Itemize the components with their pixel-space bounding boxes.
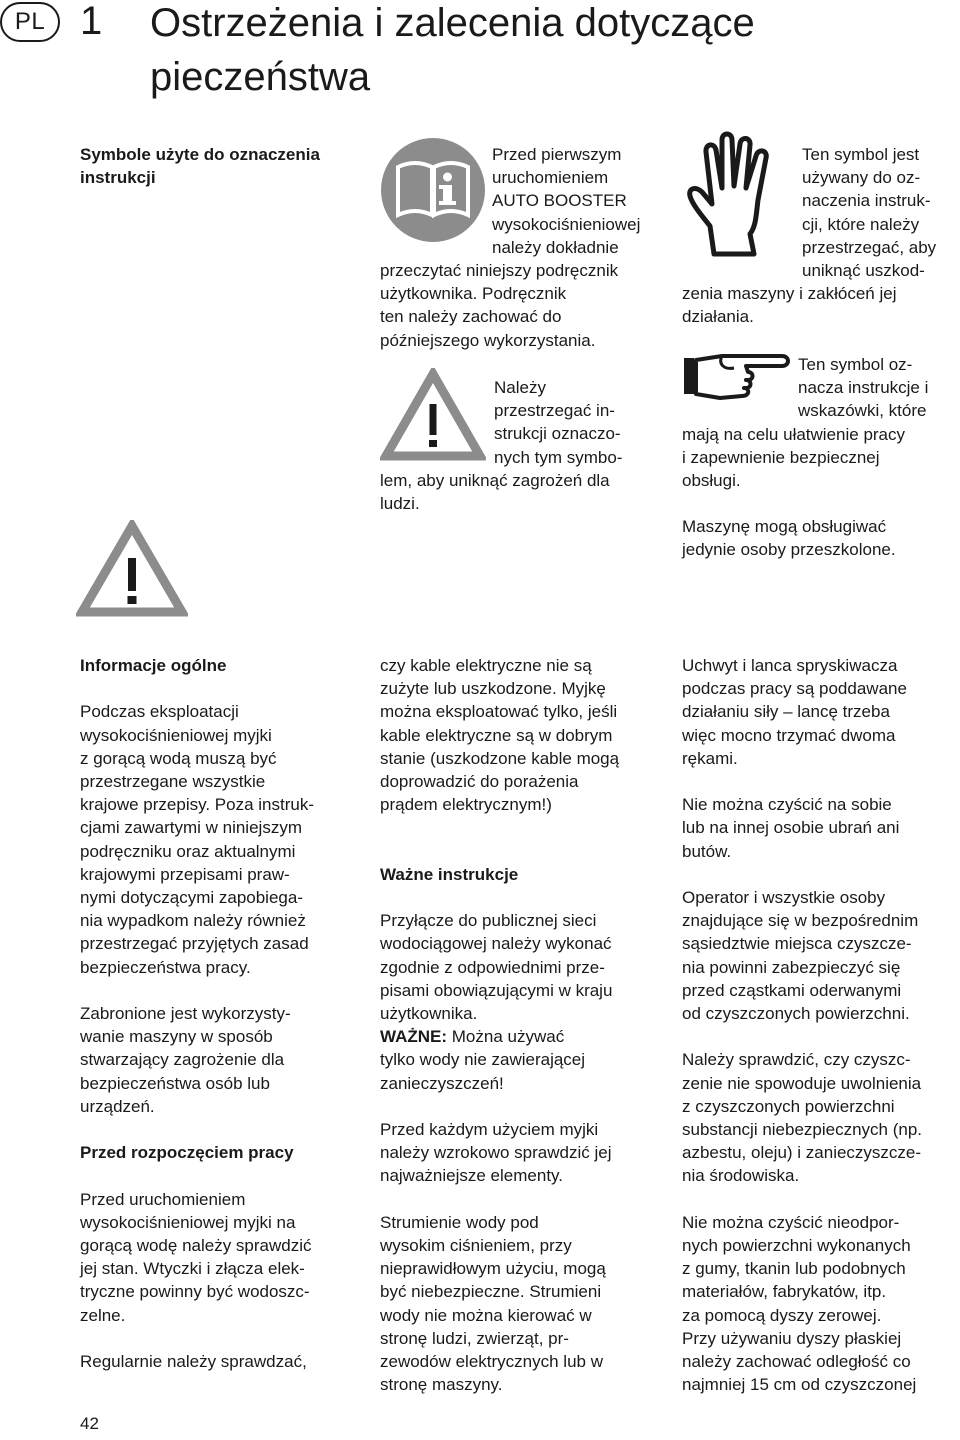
text-line: przestrzegane wszystkie [80, 772, 266, 791]
hazardous-substances-paragraph [682, 1048, 960, 1187]
sensitive-surfaces-paragraph [682, 1211, 960, 1397]
text-line: Przy używaniu dyszy płaskiej [682, 1328, 902, 1348]
text-line: wody nie można kierować w [380, 1305, 592, 1325]
text-fragment: Można używać [447, 1027, 565, 1047]
text-line: użytkownika. [380, 1004, 478, 1023]
text-line: przeczytać niniejszy podręcznik [380, 261, 619, 281]
text-line: ten należy zachować do [380, 307, 562, 327]
text-line: więc mocno trzymać dwoma [682, 725, 896, 745]
text-line: doprowadzić do porażenia [380, 772, 579, 792]
text-line: podręczniku oraz aktualnymi [80, 841, 296, 861]
text-line: wskazówki, które [798, 401, 927, 421]
text-line: Regularnie należy sprawdzać, [80, 1352, 307, 1372]
operator-protection-paragraph [682, 886, 960, 1025]
text-line: być niebezpieczne. Strumieni [380, 1282, 602, 1302]
text-line: Ten symbol oz- [798, 355, 913, 374]
no-clothing-paragraph [682, 793, 960, 863]
text-line: sąsiedztwie miejsca czyszcze- [682, 934, 912, 954]
text-line: uniknąć uszkod- [802, 261, 925, 281]
text-line: przed cząstkami oderwanymi [682, 980, 902, 1000]
text-line: zużyte lub uszkodzone. Myjkę [380, 679, 606, 699]
text-line: od czyszczonych powierzchni. [682, 1004, 910, 1024]
hand-symbol-text [682, 143, 960, 329]
visual-check-paragraph [380, 1118, 660, 1188]
text-line: tryczne powinny być wodoszc- [80, 1282, 310, 1302]
text-line: Maszynę mogą obsługiwać [682, 517, 887, 536]
text-line: Przed każdym użyciem myjki [380, 1120, 599, 1139]
text-line: azbestu, oleju) i zanieczyszcze- [682, 1143, 922, 1163]
text-line: pisami obowiązującymi w kraju [380, 980, 613, 1000]
text-line: Operator i wszystkie osoby [682, 888, 886, 907]
text-line: podczas pracy są poddawane [682, 679, 907, 699]
text-line: lem, aby uniknąć zagrożeń dla [380, 470, 610, 490]
text-line: wanie maszyny w sposób [80, 1027, 273, 1047]
prohibited-use-paragraph [80, 1002, 360, 1118]
text-line: Należy [494, 378, 546, 397]
text-line: AUTO BOOSTER [492, 191, 627, 211]
text-line: wodociągowej należy wykonać [380, 934, 612, 954]
text-line: najmniej 15 cm od czyszczonej [682, 1375, 917, 1395]
text-line: Przyłącze do publicznej sieci [380, 911, 597, 931]
text-line: późniejszego wykorzystania. [380, 330, 596, 350]
text-line: czy kable elektryczne nie są [380, 656, 592, 675]
text-line: butów. [682, 841, 732, 861]
text-line [380, 1025, 660, 1048]
text-line: wysokociśnieniowej myjki na [80, 1212, 296, 1232]
text-line: jej stan. Wtyczki i złącza elek- [80, 1259, 305, 1279]
text-line: substancji niebezpiecznych (np. [682, 1120, 923, 1140]
text-line: znajdujące się w bezpośrednim [682, 911, 919, 931]
text-line: Nie można czyścić nieodpor- [682, 1212, 900, 1232]
text-line: nacza instrukcje i [798, 378, 929, 398]
general-info-heading: Informacje ogólne [80, 656, 227, 675]
page-number: 42 [80, 1414, 99, 1433]
text-line: z gumy, tkanin lub podobnych [682, 1259, 906, 1279]
text-line: zewodów elektrycznych lub w [380, 1352, 603, 1372]
text-line: stronę maszyny. [380, 1375, 503, 1395]
text-line: należy zachować odległość co [682, 1352, 911, 1372]
text-line: Nie można czyścić na sobie [682, 795, 892, 815]
cables-paragraph [380, 654, 660, 816]
info-symbol-text [380, 143, 670, 352]
text-line: Strumienie wody pod [380, 1212, 539, 1232]
text-line: uruchomieniem [492, 168, 609, 188]
before-start-paragraph [80, 1188, 360, 1327]
text-line: kable elektryczne są w dobrym [380, 725, 613, 745]
text-line: naczenia instruk- [802, 191, 931, 211]
text-line: z czyszczonych powierzchni [682, 1096, 895, 1116]
trained-operators-note [682, 515, 960, 561]
text-line: krajowe przepisy. Poza instruk- [80, 795, 314, 815]
text-line: zenie nie spowoduje uwolnienia [682, 1073, 922, 1093]
text-line: rękami. [682, 748, 738, 768]
text-line: urządzeń. [80, 1096, 155, 1116]
text-line: używany do oz- [802, 168, 921, 188]
text-line: jedynie osoby przeszkolone. [682, 540, 896, 560]
text-line: zenia maszyny i zakłóceń jej [682, 284, 897, 304]
pointer-symbol-text [682, 353, 960, 492]
text-line: należy dokładnie [492, 237, 619, 257]
general-info-paragraph [80, 700, 360, 978]
chapter-title: Ostrzeżenia i zalecenia dotyczące pieczeństwa [150, 1, 755, 99]
lance-grip-paragraph [682, 654, 960, 770]
symbols-heading-line: instrukcji [80, 168, 156, 188]
text-line: przestrzegać przyjętych zasad [80, 934, 309, 954]
regular-check-paragraph [80, 1350, 360, 1373]
text-line: tylko wody nie zawierającej [380, 1050, 586, 1070]
text-line: stanie (uszkodzone kable mogą [380, 748, 620, 768]
column-2 [380, 654, 660, 1396]
text-line: gorącą wodę należy sprawdzić [80, 1236, 312, 1256]
text-line: stronę ludzi, zwierząt, pr- [380, 1328, 569, 1348]
text-line: obsługi. [682, 471, 741, 491]
text-line: nych powierzchni wykonanych [682, 1236, 911, 1256]
text-line: Ten symbol jest [802, 145, 920, 164]
text-line: nych tym symbo- [494, 447, 623, 467]
text-line: bezpieczeństwa pracy. [80, 957, 251, 977]
text-line: wysokim ciśnieniem, przy [380, 1236, 572, 1255]
column-3 [682, 654, 960, 1396]
important-label: WAŻNE: [380, 1027, 448, 1047]
text-line: cjami zawartymi w niniejszym [80, 818, 302, 838]
text-line: z gorącą wodą muszą być [80, 748, 277, 768]
warning-symbol-text [380, 376, 670, 515]
text-line: wysokociśnieniowej [492, 214, 641, 234]
text-line: strukcji oznaczo- [494, 424, 621, 444]
symbols-heading [80, 143, 370, 189]
warning-triangle-large-icon [76, 520, 188, 618]
text-line: mają na celu ułatwienie pracy [682, 424, 906, 444]
text-line: działaniu siły – lancę trzeba [682, 702, 890, 722]
text-line: zelne. [80, 1305, 126, 1325]
column-1 [80, 654, 360, 1373]
water-connection-paragraph [380, 909, 660, 1025]
text-line: cji, które należy [802, 214, 920, 234]
text-line: nymi dotyczącymi zapobiega- [80, 888, 303, 908]
text-line: bezpieczeństwa osób lub [80, 1073, 270, 1093]
text-line: można eksploatować tylko, jeśli [380, 702, 618, 722]
clean-water-paragraph [380, 1025, 660, 1095]
text-line: Zabronione jest wykorzysty- [80, 1004, 291, 1024]
text-line: nia wypadkom należy również [80, 911, 306, 931]
text-line: przestrzegać, aby [802, 237, 937, 257]
text-line: zgodnie z odpowiednimi prze- [380, 957, 605, 977]
text-line: lub na innej osobie ubrań ani [682, 818, 900, 838]
text-line: stwarzający zagrożenie dla [80, 1050, 285, 1070]
important-instructions-heading: Ważne instrukcje [380, 864, 519, 884]
text-line: materiałów, fabrykatów, itp. [682, 1282, 887, 1302]
text-line: zanieczyszczeń! [380, 1073, 504, 1093]
text-line: należy wzrokowo sprawdzić jej [380, 1143, 612, 1163]
text-line: Przed uruchomieniem [80, 1189, 246, 1209]
text-line: najważniejsze elementy. [380, 1166, 563, 1186]
text-line: wysokociśnieniowej myjki [80, 725, 272, 745]
text-line: i zapewnienie bezpiecznej [682, 447, 880, 467]
text-line: ludzi. [380, 494, 420, 514]
text-line: Uchwyt i lanca spryskiwacza [682, 656, 898, 675]
language-badge: PL [0, 2, 60, 42]
before-start-heading: Przed rozpoczęciem pracy [80, 1143, 294, 1163]
text-line: działania. [682, 307, 754, 327]
text-line: użytkownika. Podręcznik [380, 284, 567, 304]
text-line: nia powinni zabezpieczyć się [682, 957, 901, 977]
text-line: nieprawidłowym użyciu, mogą [380, 1259, 606, 1279]
text-line: za pomocą dyszy zerowej. [682, 1305, 882, 1325]
text-line: przestrzegać in- [494, 401, 615, 421]
text-line: Przed pierwszym [492, 145, 622, 164]
text-line: Podczas eksploatacji [80, 702, 239, 722]
water-jets-paragraph [380, 1211, 660, 1397]
text-line: Należy sprawdzić, czy czyszc- [682, 1050, 911, 1070]
text-line: prądem elektrycznym!) [380, 795, 552, 815]
text-line: nia środowiska. [682, 1166, 800, 1186]
text-line: krajowymi przepisami praw- [80, 864, 290, 884]
chapter-number: 1 [80, 0, 103, 43]
symbols-heading-line: Symbole użyte do oznaczenia [80, 145, 320, 164]
